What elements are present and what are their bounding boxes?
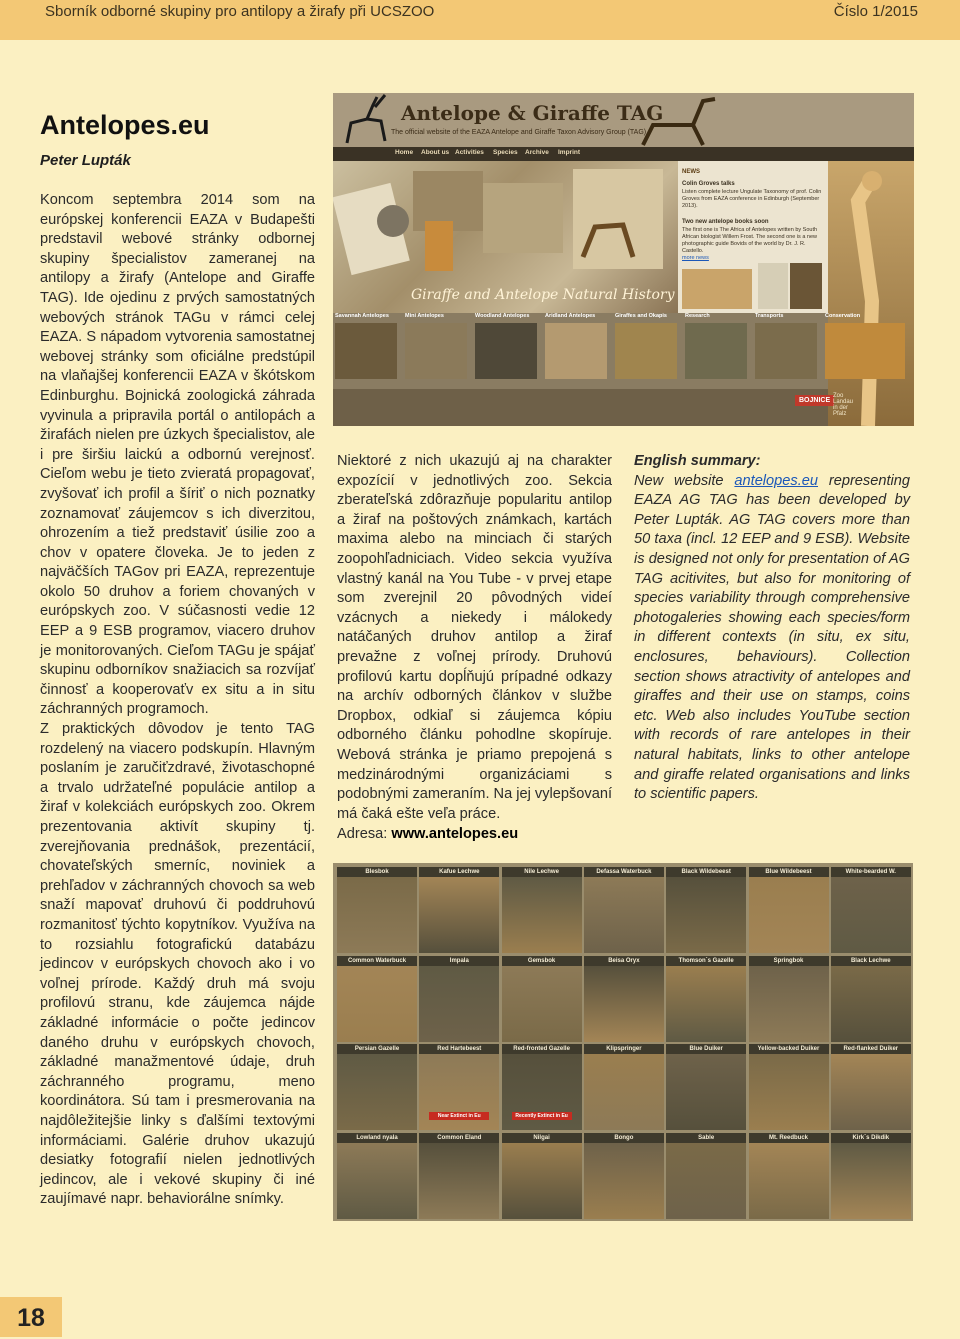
giraffe-logo-icon	[633, 95, 723, 147]
species-cell[interactable]	[666, 867, 746, 953]
recently-extinct-badge: Recently Extinct in Eu	[512, 1112, 572, 1120]
species-photo	[502, 1143, 582, 1219]
species-photo	[666, 1054, 746, 1130]
species-cell[interactable]	[584, 1044, 664, 1130]
species-photo	[419, 1143, 499, 1219]
news-1-text: Listen complete lecture Ungulate Taxonomy of prof. Colin Groves from EAZA conference in Edinburgh (September 2013).	[682, 189, 822, 209]
species-label: Common Eland	[419, 1133, 499, 1143]
species-label: Blue Wildebeest	[749, 867, 829, 877]
news-2-title[interactable]: Two new antelope books soon	[682, 219, 769, 225]
address-label: Adresa:	[337, 826, 388, 842]
species-cell[interactable]	[337, 956, 417, 1042]
thumb-image	[545, 323, 607, 379]
species-cell[interactable]	[419, 867, 499, 953]
species-label: Thomson´s Gazelle	[666, 956, 746, 966]
species-photo	[584, 966, 664, 1042]
species-photo	[831, 966, 911, 1042]
news-more-link[interactable]: more news	[682, 255, 709, 261]
species-cell[interactable]	[831, 1044, 911, 1130]
species-cell[interactable]	[584, 956, 664, 1042]
species-photo	[749, 877, 829, 953]
journal-title: Sborník odborné skupiny pro antilopy a žirafy při UCSZOO	[45, 3, 435, 20]
website-tagline: The official website of the EAZA Antelope and Giraffe Taxon Advisory Group (TAG)	[391, 129, 647, 136]
species-photo	[749, 1054, 829, 1130]
thumb-giraffes[interactable]: Giraffes and Okapis	[613, 313, 679, 383]
paragraph-2: Z praktických dôvodov je tento TAG rozdelený na viacero podskupín. Hlavným poslaním je zaručiťzdravé, životaschopné a trvalo udržateľné populácie antilop a žiraf v kolekciách európskych zoo. Okrem prezentovania aktivít skupiny tj. zverejňovania prednášok, prezentácií, chovateľských smerníc, noviniek a prehľadov v záchranných chovoch sa web snaží mapovať druhovú či poddruhovú rozmanitosť týchto kopytníkov. Využíva na to rozsiahlu fotografickú databázu jedincov v európskych chovoch ako i vo voľnej prírode. Každý druh má svoju profilovú stranu, kde záujemca nájde základné informácie o počte jedincov daného druhu v európskych chovoch, základné manažmentové údaje, druh záchranného programu, meno koordinátora. Sú tam i presmerovania na najdôležitejšie linky s ďalšími textovými informáciami. Galérie druhov ukazujú desiatky fotografií nielen jednotlivých jedincov, ale i vekové skupiny či iné zaujímavé napr. behaviorálne snímky.	[40, 721, 315, 1208]
book-cover-3	[790, 263, 822, 309]
species-label: Persian Gazelle	[337, 1044, 417, 1054]
species-label: Yellow-backed Duiker	[749, 1044, 829, 1054]
nav-activities[interactable]: Activities	[455, 149, 484, 156]
species-photo	[584, 1054, 664, 1130]
thumb-image	[755, 323, 817, 379]
species-photo	[666, 966, 746, 1042]
species-photo	[584, 877, 664, 953]
thumb-image	[405, 323, 467, 379]
species-cell[interactable]	[831, 956, 911, 1042]
species-cell[interactable]	[502, 867, 582, 953]
species-label: Black Wildebeest	[666, 867, 746, 877]
thumb-savannah[interactable]: Savannah Antelopes	[333, 313, 399, 383]
nav-imprint[interactable]: Imprint	[558, 149, 581, 156]
species-label: Kirk´s Dikdik	[831, 1133, 911, 1143]
species-cell[interactable]	[666, 1133, 746, 1219]
species-label: Bongo	[584, 1133, 664, 1143]
thumb-transports[interactable]: Transports	[753, 313, 819, 383]
book-cover-1	[682, 269, 752, 309]
species-cell[interactable]	[749, 1133, 829, 1219]
thumb-woodland[interactable]: Woodland Antelopes	[473, 313, 539, 383]
species-photo	[419, 966, 499, 1042]
species-label: Lowland nyala	[337, 1133, 417, 1143]
species-cell[interactable]	[419, 956, 499, 1042]
species-photo	[337, 1054, 417, 1130]
thumb-image	[475, 323, 537, 379]
species-cell[interactable]	[749, 867, 829, 953]
collage-caption: Giraffe and Antelope Natural History	[411, 287, 675, 303]
species-label: White-bearded W.	[831, 867, 911, 877]
species-label: Springbok	[749, 956, 829, 966]
antelope-logo-icon	[337, 93, 397, 147]
species-cell[interactable]	[502, 956, 582, 1042]
species-photo	[584, 1143, 664, 1219]
website-collage	[333, 161, 678, 313]
article-title: Antelopes.eu	[40, 110, 210, 140]
species-photo	[337, 966, 417, 1042]
nav-home[interactable]: Home	[395, 149, 414, 156]
species-cell[interactable]	[749, 956, 829, 1042]
species-photo	[337, 1143, 417, 1219]
species-photo	[666, 1143, 746, 1219]
thumb-research[interactable]: Research	[683, 313, 749, 383]
species-cell[interactable]	[337, 1133, 417, 1219]
giraffe-image	[828, 161, 914, 426]
species-cell[interactable]	[419, 1044, 499, 1130]
body-column-1	[40, 191, 315, 1210]
body-column-2	[337, 452, 612, 824]
species-label: Blue Duiker	[666, 1044, 746, 1054]
near-extinct-badge: Near Extinct in Eu	[429, 1112, 489, 1120]
thumb-image	[825, 323, 905, 379]
address-line	[337, 826, 518, 842]
news-heading: NEWS	[682, 169, 700, 175]
species-label: Common Waterbuck	[337, 956, 417, 966]
species-photo	[749, 966, 829, 1042]
website-logo-title: Antelope & Giraffe TAG	[401, 101, 664, 125]
bojnice-logo: BOJNICE	[795, 395, 834, 406]
species-cell[interactable]	[584, 1133, 664, 1219]
species-cell[interactable]	[749, 1044, 829, 1130]
species-photo	[666, 877, 746, 953]
book-cover-2	[758, 263, 788, 309]
thumb-mini[interactable]: Mini Antelopes	[403, 313, 469, 383]
species-photo	[502, 966, 582, 1042]
species-label: Sable	[666, 1133, 746, 1143]
species-label: Red-flanked Duiker	[831, 1044, 911, 1054]
species-label: Nile Lechwe	[502, 867, 582, 877]
website-nav	[333, 147, 914, 161]
species-label: Blesbok	[337, 867, 417, 877]
page-number: 18	[0, 1297, 62, 1337]
species-label: Mt. Reedbuck	[749, 1133, 829, 1143]
species-label: Red-fronted Gazelle	[502, 1044, 582, 1054]
species-label: Black Lechwe	[831, 956, 911, 966]
website-category-thumbs	[333, 313, 861, 389]
species-photo	[337, 877, 417, 953]
thumb-image	[615, 323, 677, 379]
paragraph-3: Niektoré z nich ukazujú aj na charakter expozícií v jednotlivých zoo. Sekcia zberateľská zdôrazňuje popularitu antilop a žiraf na poštových známkach, kartách maxima alebo na minciach či starých zoopohľadniciach. Video sekcia využíva vlastný kanál na You Tube - v prvej etape som zverejnil 20 pôvodných videí vzácnych a niekedy i málokedy natáčaných druhov antilop a žiraf prevažne z voľnej prírody. Druhovú profilovú kartu dopĺňujú prípadné odkazy na archív odborných článkov v službe Dropbox, odkiaľ si záujemca kópiu odborného článku pohodlne skopíruje. Webová stránka je priamo prepojená s medzinárodnými organizáciami s podobnými zameraním. Na jej vylepšovaní má čaká ešte veľa práce.	[337, 453, 612, 822]
nav-species[interactable]: Species	[493, 149, 518, 156]
species-cell[interactable]	[584, 867, 664, 953]
species-photo	[419, 877, 499, 953]
nav-about[interactable]: About us	[421, 149, 450, 156]
species-label: Defassa Waterbuck	[584, 867, 664, 877]
species-cell[interactable]	[337, 1044, 417, 1130]
species-cell[interactable]	[831, 867, 911, 953]
landau-logo: Zoo Landau in der Pfalz	[833, 393, 854, 417]
nav-archive[interactable]: Archive	[525, 149, 549, 156]
species-label: Kafue Lechwe	[419, 867, 499, 877]
species-cell[interactable]	[666, 956, 746, 1042]
thumb-image	[335, 323, 397, 379]
species-label: Nilgai	[502, 1133, 582, 1143]
english-text: New website antelopes.eu representing EAZA AG TAG has been developed by Peter Lupták. AG TAG covers more than 50 taxa (incl. 12 EEP and 9 ESB). Website is designed not only for presentation of AG TAG acitivites, but also for monitoring of species variability through comprehensive photogaleries showing each species/form in different contexts (in situ, ex situ, enclosures, behaviours). Collection section shows atractivity of antelopes and giraffes and their use on stamps, coins etc. Web also includes YouTube section with records of rare antelopes in their natural habitats, links to other antelope and giraffe related organisations and links to scientific papers.	[634, 472, 910, 803]
species-label: Red Hartebeest	[419, 1044, 499, 1054]
english-summary	[634, 452, 910, 805]
giraffe-photo	[828, 161, 914, 426]
english-heading: English summary:	[634, 453, 761, 469]
website-header	[333, 93, 914, 147]
species-cell[interactable]	[419, 1133, 499, 1219]
issue-number: Číslo 1/2015	[833, 3, 918, 20]
news-2-text: The first one is The Africa of Antelopes written by South African biologist Willem Frost. The second one is a new photographic guide Bovids of the world by Dr. J. R. Castello.	[682, 227, 818, 254]
species-label: Impala	[419, 956, 499, 966]
species-cell[interactable]	[337, 867, 417, 953]
website-footer	[333, 389, 854, 426]
address-url[interactable]: www.antelopes.eu	[391, 826, 519, 842]
antelopes-link[interactable]: antelopes.eu	[734, 472, 818, 489]
thumb-conservation[interactable]: Conservation	[823, 313, 909, 383]
article-author: Peter Lupták	[40, 152, 131, 169]
species-photo	[831, 877, 911, 953]
species-photo	[831, 1054, 911, 1130]
paragraph-1: Koncom septembra 2014 som na európskej konferencii EAZA v Budapešti predstavil webové stránky odbornej skupiny špecialistov zameranej na antilopy a žirafy (Antelope and Giraffe TAG). Ide ojedinu z prvých samostatných webových stránok TAGu v rámci celej EAZA. S nápadom vytvorenia samostatnej webovej stránky som oficiálne predstúpil na vlaňajšej konferencii EAZA v škótskom Edinburghu. Bojnická zoologická záhrada vyvinula a pripravila portál o antilopách a žirafách nielen pre úzkych špecialistov, ale i pre širšiu laickú a odbornú verejnosť. Cieľom webu je tieto zvieratá propagovať, zvyšovať ich profil a šíriť o nich poznatky zoznamovať záujemcov s ich diverzitou, ohrozením a tiež predstaviť úsilie zoo a chov v opatere človeka. Je to jeden z najväčších TAGov pri EAZA, reprezentuje okolo 50 druhov a foriem chovaných v európskych zoo. V súčasnosti vedie 12 EEP a 9 ESB programov, viacero druhov je monitorovaných. Cieľom TAGu je spájať skupinu odborníkov snažiacich sa rozvíjať činnosť a kooperovaťv ex situ a in situ záchranných programoch.	[40, 192, 315, 718]
species-photo	[749, 1143, 829, 1219]
species-photo	[502, 877, 582, 953]
species-label: Beisa Oryx	[584, 956, 664, 966]
running-header	[0, 0, 960, 40]
species-cell[interactable]	[831, 1133, 911, 1219]
thumb-aridland[interactable]: Aridland Antelopes	[543, 313, 609, 383]
species-cell[interactable]	[666, 1044, 746, 1130]
thumb-image	[685, 323, 747, 379]
species-cell[interactable]	[502, 1133, 582, 1219]
species-label: Gemsbok	[502, 956, 582, 966]
website-news-panel	[678, 161, 828, 313]
species-cell[interactable]	[502, 1044, 582, 1130]
species-label: Klipspringer	[584, 1044, 664, 1054]
species-photo	[831, 1143, 911, 1219]
news-1-title[interactable]: Colin Groves talks	[682, 181, 735, 187]
species-photo-grid	[333, 863, 913, 1221]
website-screenshot	[333, 93, 914, 426]
